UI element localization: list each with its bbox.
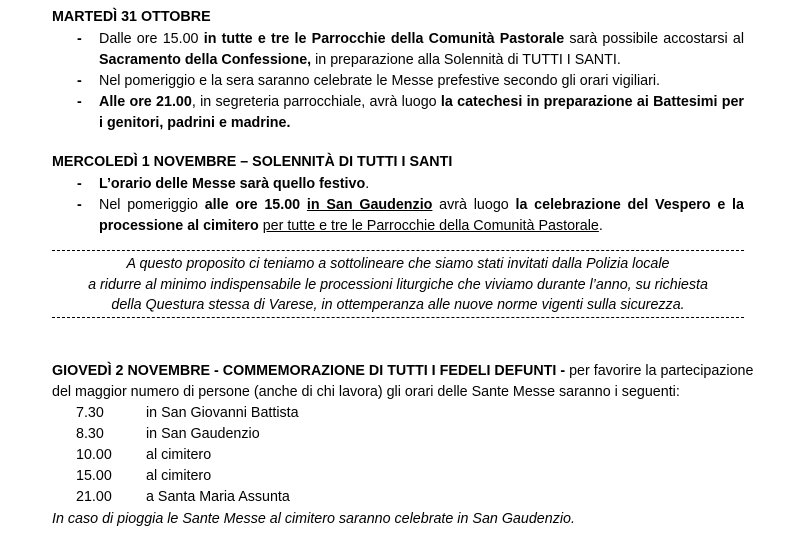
schedule-place: in San Giovanni Battista <box>146 405 299 421</box>
text-bold: la celebrazione del Vespero e la <box>515 197 744 213</box>
bullet-dash: - <box>77 197 82 213</box>
text-bold: in tutte e tre le Parrocchie della Comunità Pastorale <box>203 31 565 47</box>
text: per favorire la partecipazione <box>565 363 754 379</box>
s1-bullet2: Nel pomeriggio e la sera saranno celebrate le Messe prefestive secondo gli orari vigiliari. <box>99 73 661 89</box>
s3-line1 <box>52 363 754 379</box>
text-bold: Sacramento della Confessione, <box>99 52 312 68</box>
text-bold: alle ore 15.00 <box>204 197 307 213</box>
text: Dalle ore 15.00 <box>99 31 204 47</box>
text: , in segreteria parrocchiale, avrà luogo <box>191 94 441 110</box>
s2-bullet2-line2 <box>99 218 603 234</box>
heading-giovedi: GIOVEDÌ 2 NOVEMBRE - COMMEMORAZIONE DI TUTTI I FEDELI DEFUNTI - <box>52 363 566 379</box>
schedule-place: in San Gaudenzio <box>146 426 260 442</box>
notice-line-1: A questo proposito ci teniamo a sottolineare che siamo stati invitati dalla Polizia locale <box>126 256 670 272</box>
rain-note: In caso di pioggia le Sante Messe al cimitero saranno celebrate in San Gaudenzio. <box>52 511 575 527</box>
text: . <box>365 176 370 192</box>
bullet-dash: - <box>77 31 82 47</box>
schedule-place: a Santa Maria Assunta <box>146 489 290 505</box>
s2-bullet2-line1 <box>99 197 744 213</box>
s1-bullet3-line1 <box>99 94 744 110</box>
text-bold: Alle ore 21.00 <box>99 94 192 110</box>
s3-line2: del maggior numero di persone (anche di chi lavora) gli orari delle Sante Messe saranno i seguenti: <box>52 384 680 400</box>
bullet-dash: - <box>77 176 82 192</box>
bullet-dash: - <box>77 94 82 110</box>
text-underline: per tutte e tre le Parrocchie della Comunità Pastorale <box>262 218 599 234</box>
notice-line-3: della Questura stessa di Varese, in ottemperanza alle nuove norme vigenti sulla sicurezza. <box>111 297 685 313</box>
bullet-dash: - <box>77 73 82 89</box>
s1-bullet1-line2 <box>99 52 621 68</box>
schedule-time: 21.00 <box>76 489 112 505</box>
notice-box <box>52 250 744 318</box>
notice-line-2: a ridurre al minimo indispensabile le processioni liturgiche che viviamo durante l’anno, su richiesta <box>88 277 708 293</box>
text-bold: processione al cimitero <box>99 218 259 234</box>
heading-martedi: MARTEDÌ 31 OTTOBRE <box>52 9 211 25</box>
text-bold: L’orario delle Messe sarà quello festivo <box>99 176 366 192</box>
s1-bullet3-line2: i genitori, padrini e madrine. <box>99 115 291 131</box>
schedule-time: 10.00 <box>76 447 112 463</box>
s1-bullet1-line1 <box>99 31 744 47</box>
heading-mercoledi: MERCOLEDÌ 1 NOVEMBRE – SOLENNITÀ DI TUTTI I SANTI <box>52 154 453 170</box>
text: avrà luogo <box>432 197 516 213</box>
text-bold-underline: in San Gaudenzio <box>306 197 433 213</box>
text: . <box>598 218 603 234</box>
text: in preparazione alla Solennità di TUTTI I SANTI. <box>311 52 621 68</box>
schedule-time: 8.30 <box>76 426 104 442</box>
schedule-time: 15.00 <box>76 468 112 484</box>
text: sarà possibile accostarsi al <box>564 31 744 47</box>
schedule-time: 7.30 <box>76 405 104 421</box>
text-bold: la catechesi in preparazione ai Battesimi per <box>440 94 744 110</box>
text: Nel pomeriggio <box>99 197 205 213</box>
schedule-place: al cimitero <box>146 468 212 484</box>
schedule-place: al cimitero <box>146 447 212 463</box>
s2-bullet1 <box>99 176 369 192</box>
